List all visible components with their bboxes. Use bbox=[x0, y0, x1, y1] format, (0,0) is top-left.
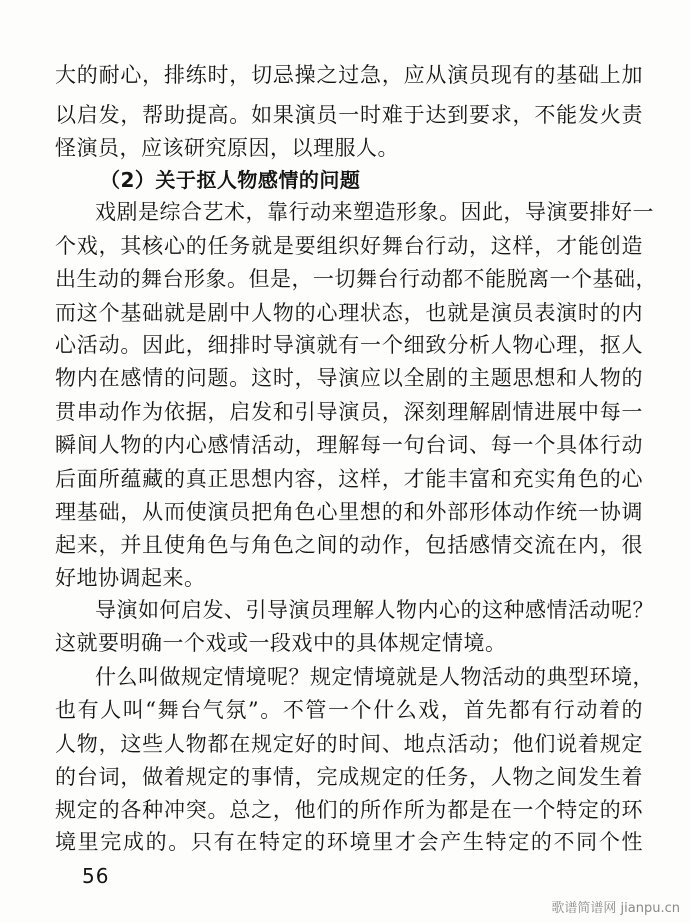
body-text-line: 这就要明确一个戏或一段戏中的具体规定情境。 bbox=[55, 631, 507, 655]
body-text-line: 规定的各种冲突。总之，他们的所作所为都是在一个特定的环 bbox=[55, 798, 643, 822]
body-text-line: 后面所蕴藏的真正思想内容，这样，才能丰富和充实角色的心 bbox=[55, 467, 643, 491]
body-text-line: 理基础，从而使演员把角色心里想的和外部形体动作统一协调 bbox=[55, 500, 643, 524]
body-text-line: 的台词，做着规定的事情，完成规定的任务，人物之间发生着 bbox=[55, 765, 643, 789]
body-text-line: 以启发，帮助提高。如果演员一时难于达到要求，不能发火责 bbox=[55, 103, 643, 127]
body-text-line: 个戏，其核心的任务就是要组织好舞台行动，这样，才能创造 bbox=[55, 234, 643, 258]
body-text-line: 好地协调起来。 bbox=[55, 566, 206, 590]
paragraph-first-line: 戏剧是综合艺术，靠行动来塑造形象。因此，导演要排好一 bbox=[95, 200, 654, 224]
paragraph-first-line: 什么叫做规定情境呢？规定情境就是人物活动的典型环境， bbox=[95, 665, 654, 689]
body-text-line: 出生动的舞台形象。但是，一切舞台行动都不能脱离一个基础， bbox=[55, 267, 657, 291]
body-text-line: 也有人叫“舞台气氛”。不管一个什么戏，首先都有行动着的 bbox=[55, 698, 643, 722]
paragraph-first-line: 导演如何启发、引导演员理解人物内心的这种感情活动呢？ bbox=[95, 598, 654, 622]
body-text-line: 大的耐心，排练时，切忌操之过急，应从演员现有的基础上加 bbox=[55, 63, 643, 87]
body-text-line: 而这个基础就是剧中人物的心理状态，也就是演员表演时的内 bbox=[55, 301, 643, 325]
body-text-line: 物内在感情的问题。这时，导演应以全剧的主题思想和人物的 bbox=[55, 366, 643, 390]
body-text-line: 怪演员，应该研究原因，以理服人。 bbox=[55, 136, 399, 160]
body-text-line: 心活动。因此，细排时导演就有一个细致分析人物心理，抠人 bbox=[55, 333, 643, 357]
body-text-line: 起来，并且使角色与角色之间的动作，包括感情交流在内，很 bbox=[55, 533, 643, 557]
section-heading: （2）关于抠人物感情的问题 bbox=[100, 168, 361, 192]
body-text-line: 瞬间人物的内心感情活动，理解每一句台词、每一个具体行动 bbox=[55, 433, 643, 457]
watermark: 歌谱简谱网 jianpu.cn bbox=[551, 901, 680, 916]
page-number: 56 bbox=[82, 864, 110, 888]
body-text-line: 贯串动作为依据，启发和引导演员，深刻理解剧情进展中每一 bbox=[55, 400, 643, 424]
body-text-line: 人物，这些人物都在规定好的时间、地点活动；他们说着规定 bbox=[55, 732, 643, 756]
body-text-line: 境里完成的。只有在特定的环境里才会产生特定的不同个性 bbox=[55, 830, 643, 854]
